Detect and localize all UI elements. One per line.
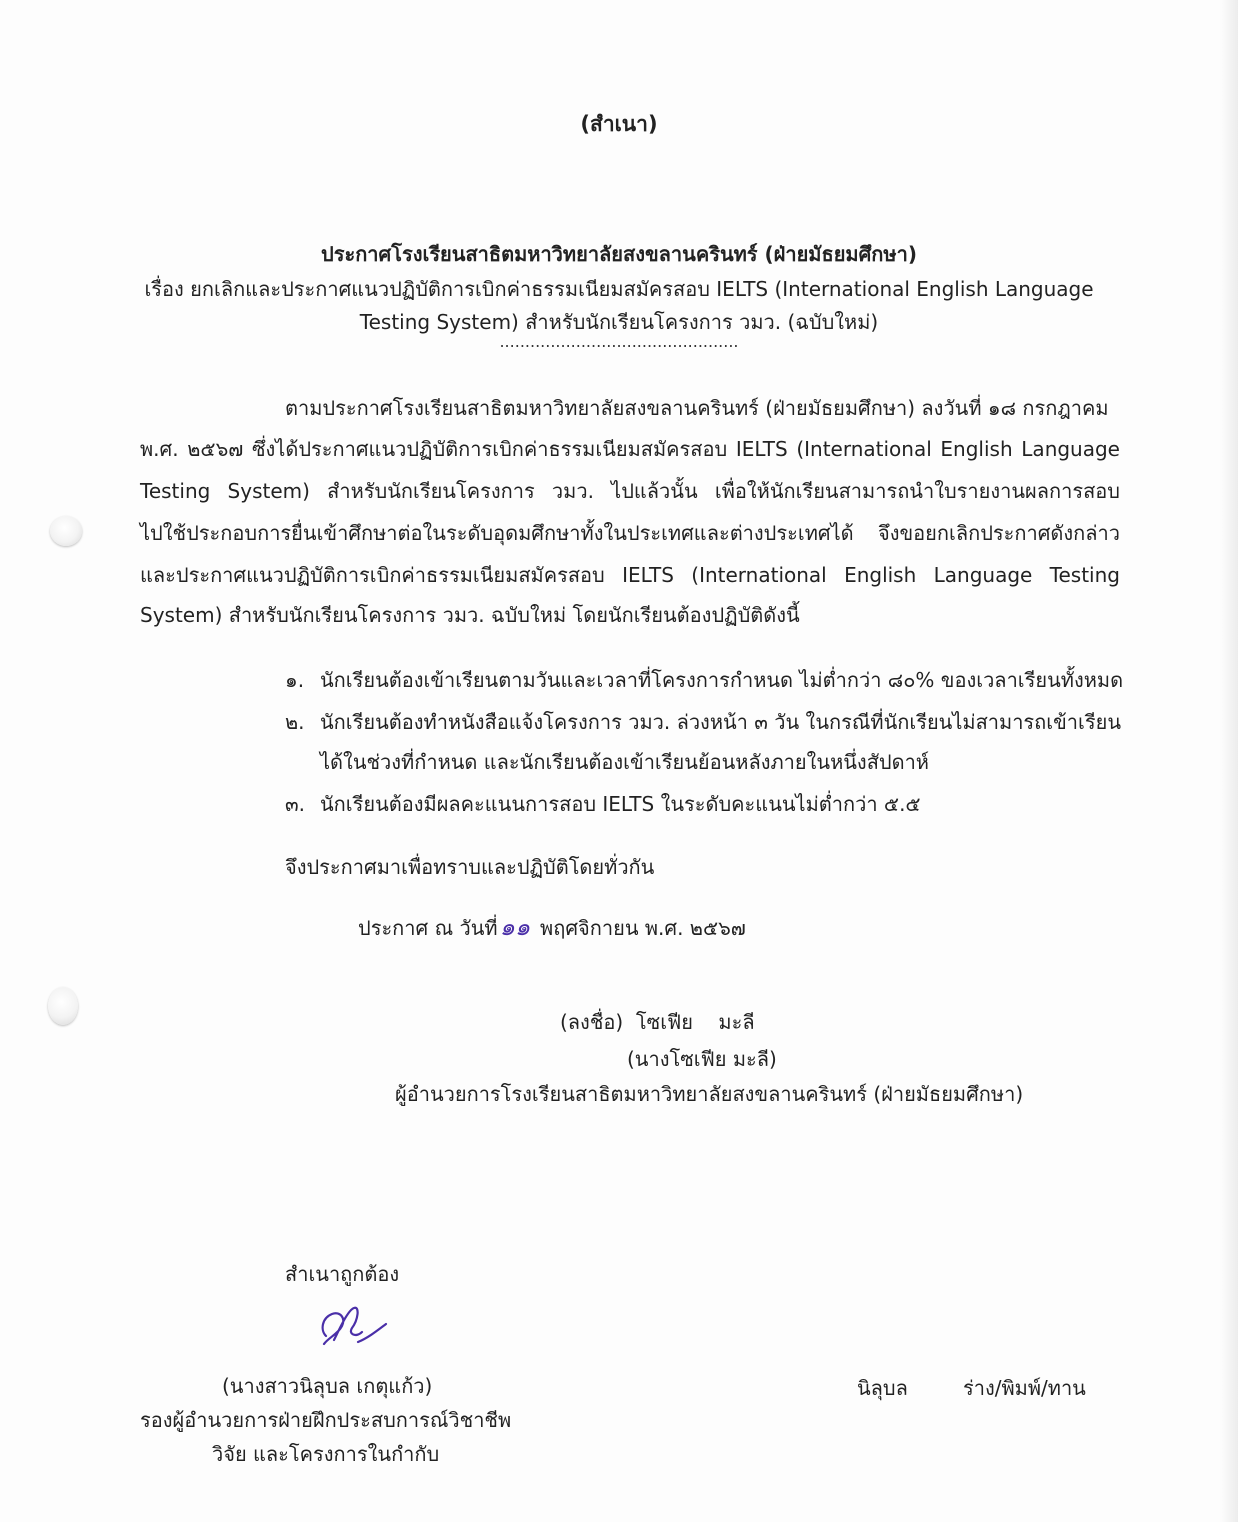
separator-dots: ............................................... [499, 332, 739, 351]
body-line: System) สำหรับนักเรียนโครงการ วมว. ฉบับใหม่ โดยนักเรียนต้องปฏิบัติดังนี้ [140, 603, 800, 627]
list-item-number: ๒. [285, 710, 305, 734]
announcement-title: ประกาศโรงเรียนสาธิตมหาวิทยาลัยสงขลานครินทร์ (ฝ่ายมัธยมศึกษา) [321, 242, 917, 266]
body-line: Testing System) สำหรับนักเรียนโครงการ วมว. ไปแล้วนั้น เพื่อให้นักเรียนสามารถนำใบรายงานผลการสอบ [140, 479, 1120, 503]
date-prefix: ประกาศ ณ วันที่ [358, 916, 498, 940]
list-item-number: ๓. [285, 792, 306, 816]
punch-hole [50, 516, 82, 546]
list-item: นักเรียนต้องเข้าเรียนตามวันและเวลาที่โครงการกำหนด ไม่ต่ำกว่า ๘๐% ของเวลาเรียนทั้งหมด [320, 668, 1124, 692]
handwritten-signature [312, 1300, 392, 1356]
punch-hole [48, 987, 78, 1025]
signatory-position: ผู้อำนวยการโรงเรียนสาธิตมหาวิทยาลัยสงขลานครินทร์ (ฝ่ายมัธยมศึกษา) [395, 1082, 1024, 1106]
announce-date [358, 907, 746, 946]
list-item: ได้ในช่วงที่กำหนด และนักเรียนต้องเข้าเรียนย้อนหลังภายในหนึ่งสัปดาห์ [320, 750, 929, 774]
copy-mark: (สำเนา) [580, 112, 658, 136]
certifier-position: วิจัย และโครงการในกำกับ [212, 1442, 440, 1466]
date-rest: พฤศจิกายน พ.ศ. ๒๕๖๗ [540, 916, 746, 940]
typist-name: นิลุบล [857, 1376, 908, 1400]
list-item-number: ๑. [285, 668, 305, 692]
certified-copy-label: สำเนาถูกต้อง [285, 1262, 400, 1286]
list-item: นักเรียนต้องทำหนังสือแจ้งโครงการ วมว. ล่วงหน้า ๓ วัน ในกรณีที่นักเรียนไม่สามารถเข้าเรียน [320, 710, 1121, 734]
certifier-name: (นางสาวนิลุบล เกตุแก้ว) [222, 1374, 433, 1398]
signatory-name: (นางโซเฟีย มะลี) [627, 1047, 777, 1071]
body-line: ไปใช้ประกอบการยื่นเข้าศึกษาต่อในระดับอุดมศึกษาทั้งในประเทศและต่างประเทศได้ จึงขอยกเลิกประกาศดังกล่าว [140, 521, 1120, 545]
closing-statement: จึงประกาศมาเพื่อทราบและปฏิบัติโดยทั่วกัน [285, 855, 655, 879]
certifier-position: รองผู้อำนวยการฝ่ายฝึกประสบการณ์วิชาชีพ [140, 1408, 512, 1432]
scan-edge [1220, 0, 1238, 1522]
date-day-handwritten: ๑๑ [499, 913, 531, 941]
list-item: นักเรียนต้องมีผลคะแนนการสอบ IELTS ในระดับคะแนนไม่ต่ำกว่า ๕.๕ [320, 792, 921, 816]
body-line: ตามประกาศโรงเรียนสาธิตมหาวิทยาลัยสงขลานครินทร์ (ฝ่ายมัธยมศึกษา) ลงวันที่ ๑๘ กรกฎาคม [285, 396, 1109, 420]
body-line: และประกาศแนวปฏิบัติการเบิกค่าธรรมเนียมสมัครสอบ IELTS (International English Language Testing [140, 563, 1120, 587]
subject-line: เรื่อง ยกเลิกและประกาศแนวปฏิบัติการเบิกค่าธรรมเนียมสมัครสอบ IELTS (International English Language [144, 277, 1094, 301]
typist-role: ร่าง/พิมพ์/ทาน [963, 1376, 1086, 1400]
subject-line: Testing System) สำหรับนักเรียนโครงการ วมว. (ฉบับใหม่) [359, 310, 879, 334]
body-line: พ.ศ. ๒๕๖๗ ซึ่งได้ประกาศแนวปฏิบัติการเบิกค่าธรรมเนียมสมัครสอบ IELTS (International English Language [140, 437, 1120, 461]
signed-line: (ลงชื่อ) โซเฟีย มะลี [560, 1010, 755, 1034]
